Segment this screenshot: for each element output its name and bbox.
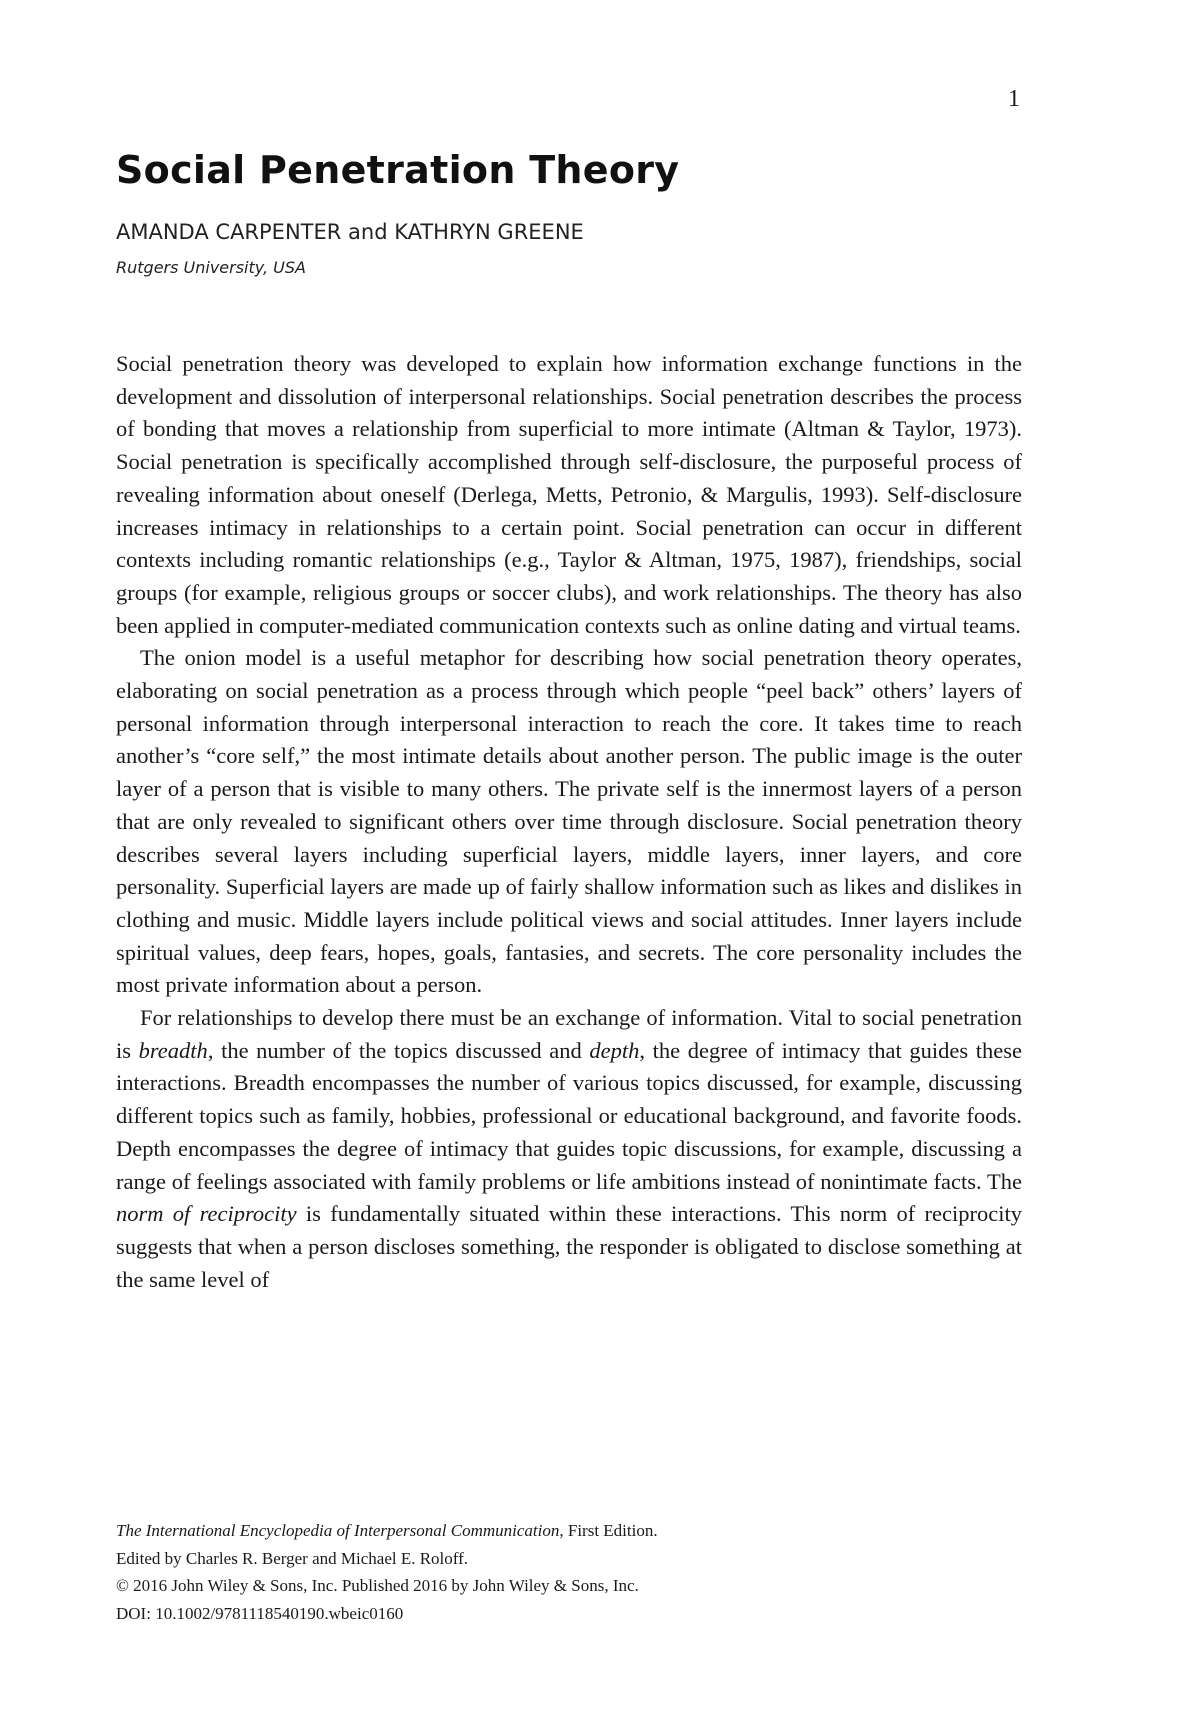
book-title: The International Encyclopedia of Interpersonal Communication [116,1521,560,1540]
page-number: 1 [1008,86,1020,112]
paragraph-text: For relationships to develop there must be an exchange of information. Vital to social penetration is [116,1005,1022,1063]
body-paragraph-3 [116,1002,1022,1296]
footer-book-line [116,1517,1016,1545]
term-norm-of-reciprocity: norm of reciprocity [116,1201,297,1227]
author-affiliation: Rutgers University, USA [116,258,306,277]
publication-footer [116,1517,1016,1627]
article-title: Social Penetration Theory [116,148,680,192]
body-paragraph-2: The onion model is a useful metaphor for describing how social penetration theory operates, elaborating on social penetration as a process through which people “peel back” others’ layers of personal information through interpersonal interaction to reach the core. It takes time to reach another’s “core self,” the most intimate details about another person. The public image is the outer layer of a person that is visible to many others. The private self is the innermost layers of a person that are only revealed to significant others over time through disclosure. Social penetration theory describes several layers including superficial layers, middle layers, inner layers, and core personality. Superficial layers are made up of fairly shallow information such as likes and dislikes in clothing and music. Middle layers include political views and social attitudes. Inner layers include spiritual values, deep fears, hopes, goals, fantasies, and secrets. The core personality includes the most private information about a person. [116,645,1022,998]
footer-editors: Edited by Charles R. Berger and Michael E. Roloff. [116,1548,469,1568]
term-depth: depth [589,1037,640,1063]
paragraph-text: , the number of the topics discussed and [207,1037,590,1063]
paragraph-text: , the degree of intimacy that guides these interactions. Breadth encompasses the number of various topics discussed, for example, discussing different topics such as family, hobbies, professional or educational background, and favorite foods. Depth encompasses the degree of intimacy that guides topic discussions, for example, discussing a range of feelings associated with family problems or life ambitions instead of nonintimate facts. The [116,1037,1022,1194]
footer-copyright: © 2016 John Wiley & Sons, Inc. Published 2016 by John Wiley & Sons, Inc. [116,1576,639,1595]
footer-doi: DOI: 10.1002/9781118540190.wbeic0160 [116,1603,404,1623]
body-paragraph-1: Social penetration theory was developed to explain how information exchange functions in the development and dissolution of interpersonal relationships. Social penetration describes the process of bonding that moves a relationship from superficial to more intimate (Altman & Taylor, 1973). Social penetration is specifically accomplished through self-disclosure, the purposeful process of revealing information about oneself (Derlega, Metts, Petronio, & Margulis, 1993). Self-disclosure increases intimacy in relationships to a certain point. Social penetration can occur in different contexts including romantic relationships (e.g., Taylor & Altman, 1975, 1987), friendships, social groups (for example, religious groups or soccer clubs), and work relationships. The theory has also been applied in computer-mediated communication contexts such as online dating and virtual teams. [116,351,1022,638]
article-body [116,348,1022,1296]
book-edition: , First Edition. [559,1521,658,1540]
article-authors: AMANDA CARPENTER and KATHRYN GREENE [116,220,584,244]
term-breadth: breadth [138,1037,208,1063]
paragraph-text: is fundamentally situated within these interactions. This norm of reciprocity suggests that when a person discloses something, the responder is obligated to disclose something at the same level of [116,1201,1022,1292]
